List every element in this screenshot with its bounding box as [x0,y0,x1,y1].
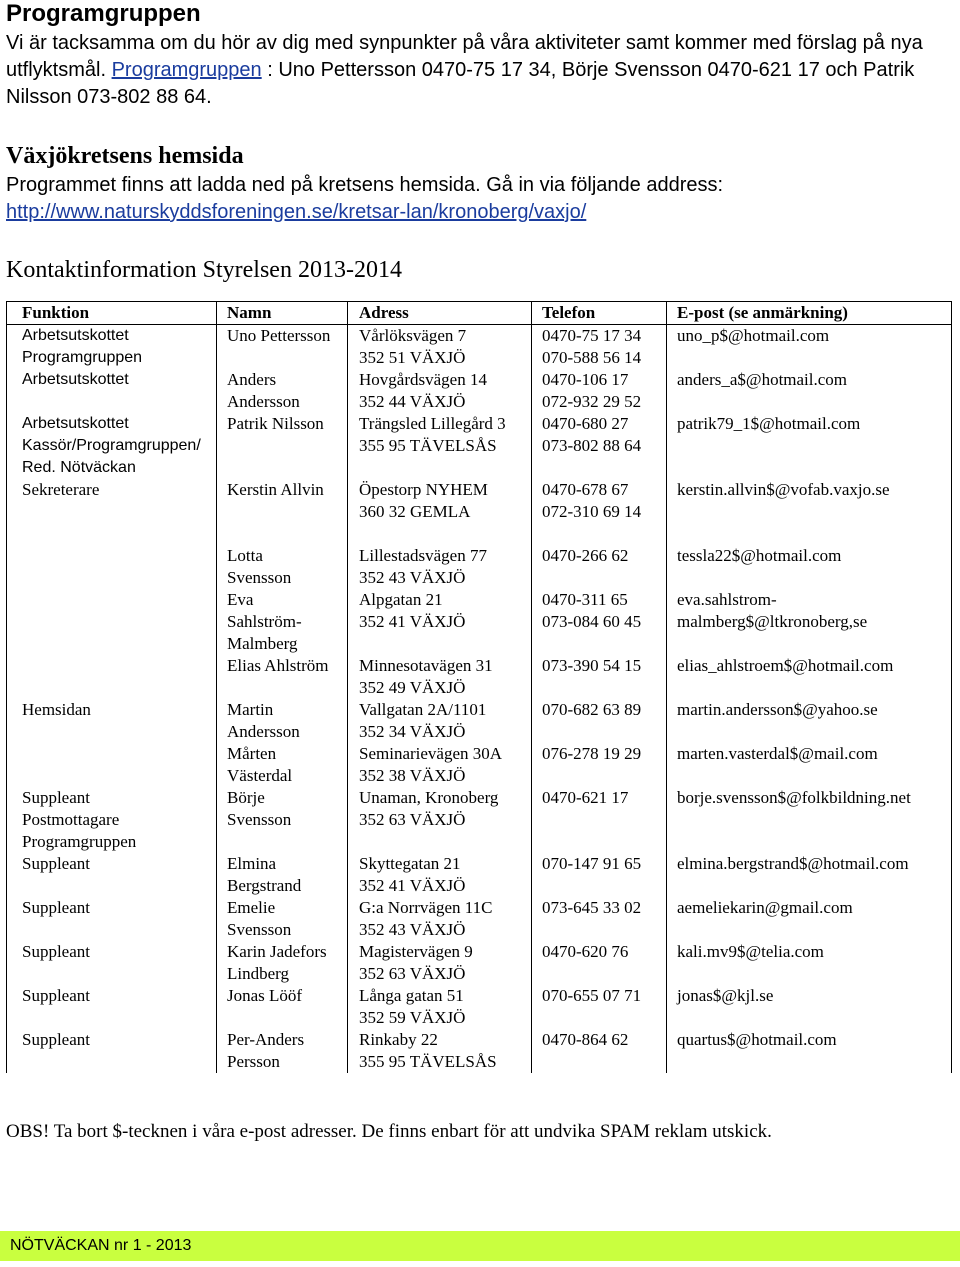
cell-namn-line: Persson [227,1052,280,1071]
cell-namn [217,743,348,787]
cell-adress [348,941,532,985]
page-title: Programgruppen [6,0,201,27]
cell-telefon-line: 0470-311 65 [542,590,628,609]
cell-funktion-line: Programgruppen [22,349,143,366]
cell-namn [217,545,348,589]
table-row [7,853,952,897]
spam-note: OBS! Ta bort $-tecknen i våra e-post adresser. De finns enbart för att undvika SPAM reklam utskick. [6,1121,772,1142]
cell-adress-line: Skyttegatan 21 [359,854,461,873]
cell-epost [667,985,952,1029]
cell-funktion-line: Red. Nötväckan [22,459,136,476]
cell-epost [667,941,952,985]
table-row [7,545,952,589]
cell-funktion-line: Programgruppen [22,832,137,851]
cell-telefon-line: 073-802 88 64 [542,436,642,455]
cell-adress-line: Öpestorp NYHEM [359,480,488,499]
table-row [7,897,952,941]
cell-epost-line[interactable]: kerstin.allvin$@vofab.vaxjo.se [677,480,890,499]
table-header-row [7,302,952,325]
cell-adress-line: Unaman, Kronoberg [359,788,499,807]
cell-namn [217,787,348,853]
cell-funktion [7,941,217,985]
cell-telefon [532,897,667,941]
spacer-cell [217,523,348,545]
cell-epost-line[interactable]: aemeliekarin@gmail.com [677,898,853,917]
cell-funktion [7,985,217,1029]
cell-epost-line[interactable]: borje.svensson$@folkbildning.net [677,788,911,807]
cell-namn-line: Martin [227,700,274,719]
cell-adress-line: Seminarievägen 30A [359,744,503,763]
cell-epost [667,743,952,787]
cell-telefon-line: 070-147 91 65 [542,854,642,873]
cell-telefon [532,655,667,699]
cell-epost-line[interactable]: kali.mv9$@telia.com [677,942,824,961]
page [6,0,954,283]
cell-adress-line: 355 95 TÄVELSÅS [359,1052,497,1071]
cell-adress [348,325,532,370]
cell-adress-line: Minnesotavägen 31 [359,656,493,675]
cell-funktion-line: Suppleant [22,942,90,961]
cell-funktion [7,589,217,655]
cell-namn-line: Elias Ahlström [227,656,329,675]
cell-namn [217,853,348,897]
spacer-cell [348,523,532,545]
cell-adress-line: Hovgårdsvägen 14 [359,370,487,389]
cell-adress [348,589,532,655]
cell-funktion-line [22,743,216,765]
cell-namn [217,369,348,413]
cell-adress [348,787,532,853]
cell-adress-line: 352 41 VÄXJÖ [359,876,466,895]
cell-namn-line: Karin Jadefors [227,942,327,961]
table-row [7,1029,952,1073]
cell-funktion [7,325,217,370]
cell-epost-line[interactable]: jonas$@kjl.se [677,986,774,1005]
cell-telefon [532,369,667,413]
cell-namn-line: Eva [227,590,254,609]
cell-namn-line: Bergstrand [227,876,302,895]
cell-funktion-line: Suppleant [22,854,90,873]
cell-adress-line: Lillestadsvägen 77 [359,546,487,565]
cell-telefon-line: 070-655 07 71 [542,986,642,1005]
cell-epost [667,325,952,370]
footer-label: NÖTVÄCKAN nr 1 - 2013 [10,1237,192,1254]
cell-namn-line: Kerstin Allvin [227,480,324,499]
cell-adress-line: 352 49 VÄXJÖ [359,678,466,697]
cell-telefon-line: 0470-621 17 [542,788,629,807]
cell-funktion-line: Suppleant [22,788,90,807]
cell-telefon [532,941,667,985]
cell-namn-line: Mårten [227,744,277,763]
cell-adress-line: 352 44 VÄXJÖ [359,392,466,411]
cell-epost-line[interactable]: eva.sahlstrom- [677,590,777,609]
cell-namn-line: Börje [227,788,265,807]
cell-adress-line: Trängsled Lillegård 3 [359,414,506,433]
cell-funktion [7,655,217,699]
cell-namn [217,941,348,985]
cell-epost [667,369,952,413]
cell-telefon-line: 0470-620 76 [542,942,629,961]
cell-namn [217,897,348,941]
intro-paragraph [6,30,954,111]
cell-telefon [532,325,667,370]
column-header-epost: E-post (se anmärkning) [667,302,952,325]
cell-telefon-line: 070-682 63 89 [542,700,642,719]
cell-funktion [7,787,217,853]
cell-namn-line: Andersson [227,722,300,741]
cell-adress-line: Vallgatan 2A/1101 [359,700,487,719]
cell-adress [348,743,532,787]
cell-funktion [7,413,217,479]
cell-namn-line: Svensson [227,568,292,587]
cell-funktion-line: Arbetsutskottet [22,415,129,432]
cell-funktion-line: Arbetsutskottet [22,371,129,388]
cell-telefon [532,545,667,589]
cell-telefon [532,699,667,743]
cell-funktion-line: Sekreterare [22,480,100,499]
cell-epost-line[interactable]: marten.vasterdal$@mail.com [677,744,878,763]
cell-adress [348,853,532,897]
cell-adress-line: 352 41 VÄXJÖ [359,612,466,631]
cell-funktion-line: Kassör/Programgruppen/ [22,437,201,454]
cell-telefon-line: 072-932 29 52 [542,392,642,411]
cell-namn-line: Lotta [227,546,263,565]
cell-namn [217,413,348,479]
cell-adress-line: 352 63 VÄXJÖ [359,810,466,829]
contact-heading: Kontaktinformation Styrelsen 2013-2014 [6,257,402,283]
cell-epost-line[interactable]: anders_a$@hotmail.com [677,370,848,389]
cell-epost [667,655,952,699]
cell-funktion-line [22,545,216,567]
cell-namn [217,655,348,699]
cell-funktion [7,479,217,523]
cell-adress [348,479,532,523]
cell-adress-line: 360 32 GEMLA [359,502,471,521]
table-row [7,743,952,787]
cell-telefon-line: 0470-106 17 [542,370,629,389]
cell-epost-line[interactable]: elias_ahlstroem$@hotmail.com [677,656,894,675]
table-row [7,589,952,655]
cell-funktion [7,743,217,787]
cell-funktion [7,545,217,589]
cell-adress-line: Vårlöksvägen 7 [359,326,467,345]
cell-adress-line: 352 43 VÄXJÖ [359,920,466,939]
cell-adress [348,897,532,941]
cell-funktion [7,369,217,413]
cell-adress-line: Magistervägen 9 [359,942,473,961]
cell-epost [667,545,952,589]
cell-adress-line: 352 63 VÄXJÖ [359,964,466,983]
cell-adress [348,985,532,1029]
spacer-cell [7,523,217,545]
spacer-cell [532,523,667,545]
cell-adress-line: 352 59 VÄXJÖ [359,1008,466,1027]
cell-funktion-line [22,589,216,611]
table-row [7,325,952,370]
footer-bar [0,1231,960,1261]
cell-namn [217,589,348,655]
cell-namn-line: Svensson [227,810,292,829]
cell-adress-line: G:a Norrvägen 11C [359,898,493,917]
cell-funktion [7,1029,217,1073]
cell-funktion-line: Suppleant [22,898,90,917]
cell-namn-line: Svensson [227,920,292,939]
cell-epost-line[interactable]: martin.andersson$@yahoo.se [677,700,878,719]
cell-telefon [532,985,667,1029]
cell-namn-line: Elmina [227,854,277,873]
cell-telefon-line: 0470-678 67 [542,480,629,499]
cell-namn-line: Malmberg [227,634,298,653]
cell-epost-line[interactable]: patrik79_1$@hotmail.com [677,414,861,433]
table-row [7,655,952,699]
cell-epost [667,853,952,897]
cell-epost-line[interactable]: quartus$@hotmail.com [677,1030,837,1049]
cell-telefon-line: 0470-75 17 34 [542,326,642,345]
website-paragraph [6,172,954,226]
cell-funktion-line [22,655,216,677]
table-row [7,941,952,985]
cell-funktion-line: Hemsidan [22,700,91,719]
cell-namn-line: Uno Pettersson [227,326,331,345]
cell-telefon-line: 073-645 33 02 [542,898,642,917]
website-heading: Växjökretsens hemsida [6,143,244,169]
cell-funktion [7,897,217,941]
cell-adress-line: 355 95 TÄVELSÅS [359,436,497,455]
cell-epost [667,479,952,523]
cell-adress [348,545,532,589]
cell-adress-line: 352 43 VÄXJÖ [359,568,466,587]
contact-table-body [7,325,952,1074]
cell-namn-line: Andersson [227,392,300,411]
cell-epost [667,787,952,853]
cell-telefon-line: 070-588 56 14 [542,348,642,367]
cell-namn-line: Lindberg [227,964,290,983]
cell-epost-line[interactable]: uno_p$@hotmail.com [677,326,830,345]
table-row [7,699,952,743]
cell-telefon-line: 0470-266 62 [542,546,629,565]
cell-telefon-line: 073-084 60 45 [542,612,642,631]
table-spacer-row [7,523,952,545]
cell-epost [667,413,952,479]
cell-telefon-line: 0470-864 62 [542,1030,629,1049]
cell-funktion-line: Postmottagare [22,810,120,829]
cell-epost [667,589,952,655]
cell-adress [348,1029,532,1073]
cell-funktion [7,853,217,897]
cell-epost [667,897,952,941]
cell-namn-line: Per-Anders [227,1030,305,1049]
cell-namn-line: Patrik Nilsson [227,414,324,433]
cell-telefon [532,589,667,655]
cell-telefon-line: 073-390 54 15 [542,656,642,675]
intro-text-continued: : Uno Pettersson 0470-75 17 34, Börje Svensson 0470-621 17 och Patrik Nilsson 073-802 88 64. [6,59,915,108]
cell-telefon-line: 076-278 19 29 [542,744,642,763]
cell-adress-line: 352 34 VÄXJÖ [359,722,466,741]
cell-adress-line: 352 51 VÄXJÖ [359,348,466,367]
cell-telefon [532,743,667,787]
cell-namn-line: Emelie [227,898,276,917]
website-text: Programmet finns att ladda ned på kretsens hemsida. Gå in via följande address: [6,174,724,196]
spacer-cell [667,523,952,545]
cell-adress-line: Rinkaby 22 [359,1030,438,1049]
cell-telefon [532,787,667,853]
column-header-adress: Adress [348,302,532,325]
cell-namn [217,985,348,1029]
cell-telefon-line: 072-310 69 14 [542,502,642,521]
cell-namn-line: Västerdal [227,766,293,785]
table-row [7,479,952,523]
cell-telefon [532,853,667,897]
table-row [7,985,952,1029]
cell-epost-line[interactable]: elmina.bergstrand$@hotmail.com [677,854,909,873]
cell-adress [348,413,532,479]
table-row [7,787,952,853]
intro-text: Vi är tacksamma om du hör av dig med synpunkter på våra aktiviteter samt kommer med förslag på nya utflyktsmål. [6,32,923,81]
cell-namn [217,1029,348,1073]
cell-adress [348,369,532,413]
cell-epost-line[interactable]: tessla22$@hotmail.com [677,546,842,565]
programgruppen-link[interactable]: Programgruppen [111,59,262,81]
cell-namn [217,479,348,523]
cell-telefon [532,413,667,479]
table-row [7,369,952,413]
cell-epost [667,699,952,743]
cell-funktion [7,699,217,743]
cell-telefon [532,479,667,523]
cell-funktion-line: Suppleant [22,986,90,1005]
cell-namn-line: Sahlström- [227,612,302,631]
cell-namn-line: Anders [227,370,277,389]
cell-adress [348,699,532,743]
contact-table [6,301,952,1073]
cell-adress [348,655,532,699]
website-url-link[interactable]: http://www.naturskyddsforeningen.se/kretsar-lan/kronoberg/vaxjo/ [6,201,587,223]
cell-adress-line: Långa gatan 51 [359,986,464,1005]
cell-epost [667,1029,952,1073]
column-header-namn: Namn [217,302,348,325]
table-row [7,413,952,479]
cell-adress-line: 352 38 VÄXJÖ [359,766,466,785]
cell-adress-line: Alpgatan 21 [359,590,443,609]
cell-namn [217,325,348,370]
cell-namn-line: Jonas Lööf [227,986,303,1005]
cell-funktion-line: Suppleant [22,1030,90,1049]
cell-funktion-line: Arbetsutskottet [22,327,129,344]
cell-telefon [532,1029,667,1073]
column-header-funktion: Funktion [7,302,217,325]
column-header-telefon: Telefon [532,302,667,325]
cell-telefon-line: 0470-680 27 [542,414,629,433]
cell-namn [217,699,348,743]
cell-epost-line[interactable]: malmberg$@ltkronoberg,se [677,612,868,631]
